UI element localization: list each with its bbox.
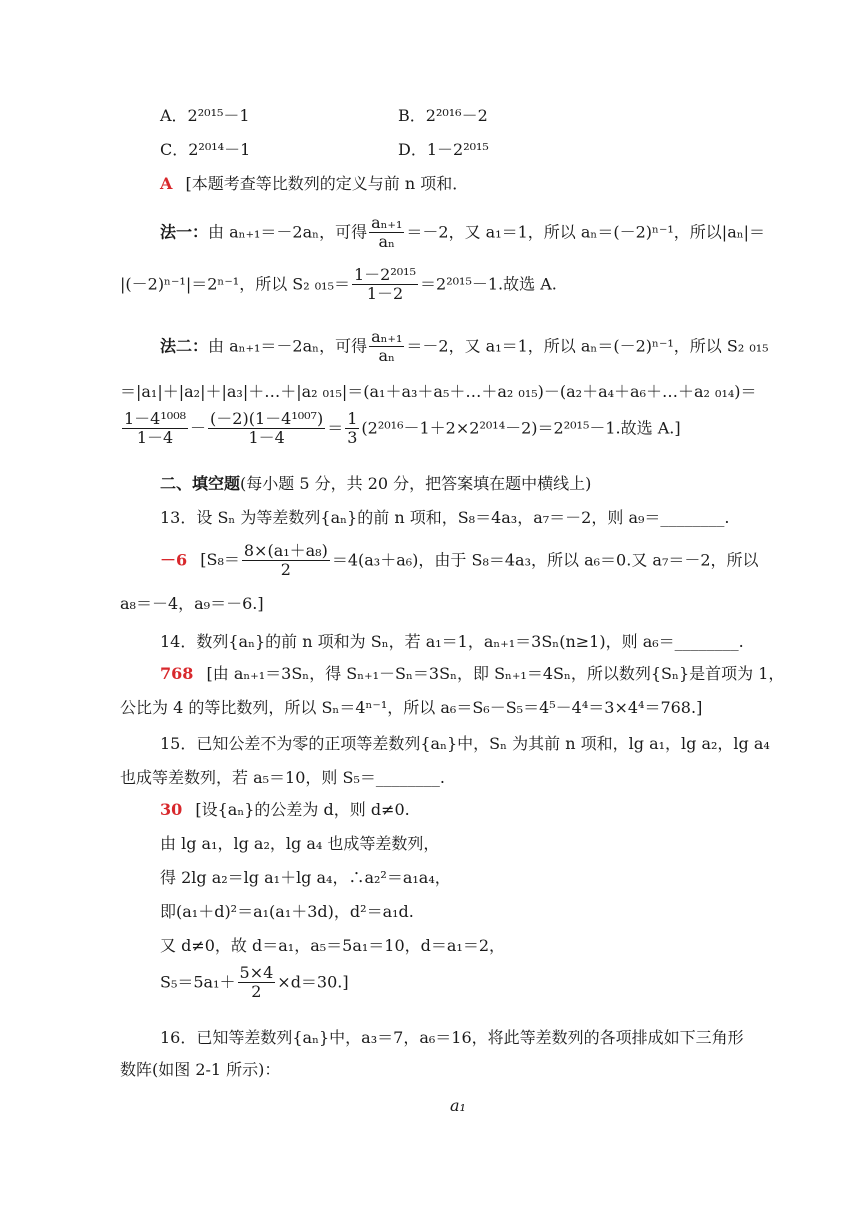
q12-method1-line2: [120, 266, 557, 304]
q15-text-a: S₅＝5a₁＋: [160, 972, 236, 992]
q15-answer: 30: [160, 800, 183, 819]
m1-frac2-num: 1－2²⁰¹⁵: [353, 265, 417, 284]
section-note: (每小题 5 分，共 20 分，把答案填在题中横线上): [240, 474, 592, 493]
method2-label: 法二：: [160, 336, 209, 356]
m2-f1-den: 1－4: [136, 428, 174, 448]
q14-solution-line2: 公比为 4 的等比数列，所以 Sₙ＝4ⁿ⁻¹，所以 a₆＝S₆－S₅＝4⁵－4⁴＝3×4⁴＝768.]: [120, 698, 703, 717]
q15-fraction: [238, 964, 276, 1002]
section-title: 二、填空题: [160, 474, 241, 493]
option-b: B．2²⁰¹⁶－2: [398, 106, 488, 125]
q13-text-b: ＝4(a₃＋a₆)，由于 S₈＝4a₃，所以 a₆＝0.又 a₇＝－2，所以: [331, 550, 759, 570]
q14-text: [由 aₙ₊₁＝3Sₙ，得 Sₙ₊₁－Sₙ＝3Sₙ，即 Sₙ₊₁＝4Sₙ，所以数列{Sₙ}是首项为 1，: [206, 664, 785, 683]
q15-solution-line5: 又 d≠0，故 d＝a₁，a₅＝5a₁＝10，d＝a₁＝2，: [160, 936, 506, 955]
method1-label: 法一：: [160, 222, 209, 242]
q12-method2-line3: [120, 410, 681, 448]
m1-text-b: ＝－2，又 a₁＝1，所以 aₙ＝(－2)ⁿ⁻¹，所以|aₙ|＝: [406, 222, 766, 242]
q15-question-line1: 15．已知公差不为零的正项等差数列{aₙ}中，Sₙ 为其前 n 项和，lg a₁，lg a₂，lg a₄: [160, 734, 770, 753]
m1-fraction: [369, 214, 404, 252]
q16-question-line2: 数阵(如图 2-1 所示)：: [120, 1060, 281, 1079]
m2-f3-num: 1: [347, 409, 358, 428]
q15-frac-num: 5×4: [239, 963, 274, 982]
m1-line2-a: |(－2)ⁿ⁻¹|＝2ⁿ⁻¹，所以 S₂ ₀₁₅＝: [120, 274, 350, 294]
q15-solution-line4: 即(a₁＋d)²＝a₁(a₁＋3d)，d²＝a₁d.: [160, 902, 414, 921]
q14-answer: 768: [160, 664, 194, 683]
m2-frac-num: aₙ₊₁: [371, 327, 403, 346]
q12-method2-line1: [160, 328, 769, 366]
q13-answer: －6: [160, 550, 188, 570]
m2-fraction2: [208, 410, 325, 448]
m2-f2-num: (－2)(1－4¹⁰⁰⁷): [210, 409, 324, 428]
m1-frac2-den: 1－2: [366, 284, 404, 304]
option-c: C．2²⁰¹⁴－1: [160, 140, 251, 159]
option-a: A．2²⁰¹⁵－1: [160, 106, 250, 125]
m2-minus: －: [190, 418, 207, 438]
q13-fraction: [242, 542, 330, 580]
m2-fraction1: [122, 410, 188, 448]
q14-solution-line1: [160, 666, 784, 682]
m2-f3-den: 3: [347, 428, 358, 448]
m1-frac-den: aₙ: [378, 232, 395, 252]
q12-intro: [本题考查等比数列的定义与前 n 项和．: [185, 174, 469, 193]
q13-solution-line1: [160, 542, 759, 580]
m2-eq: ＝: [327, 418, 344, 438]
m2-text-a: 由 aₙ₊₁＝－2aₙ，可得: [208, 336, 368, 356]
m1-frac-num: aₙ₊₁: [371, 213, 403, 232]
m2-f1-num: 1－4¹⁰⁰⁸: [124, 409, 187, 428]
q16-question-line1: 16．已知等差数列{aₙ}中，a₃＝7，a₆＝16，将此等差数列的各项排成如下三角形: [160, 1028, 744, 1047]
m2-text-b: ＝－2，又 a₁＝1，所以 aₙ＝(－2)ⁿ⁻¹，所以 S₂ ₀₁₅: [406, 336, 769, 356]
q12-method1-line1: [160, 214, 765, 252]
q15-question-line2: 也成等差数列，若 a₅＝10，则 S₅＝________.: [120, 768, 445, 787]
m2-line3-b: (2²⁰¹⁶－1＋2×2²⁰¹⁴－2)＝2²⁰¹⁵－1.故选 A.]: [361, 418, 681, 438]
q12-answer-line: [160, 176, 468, 192]
q15-solution-line2: 由 lg a₁，lg a₂，lg a₄ 也成等差数列，: [160, 834, 440, 853]
q13-question: 13．设 Sₙ 为等差数列{aₙ}的前 n 项和，S₈＝4a₃，a₇＝－2，则 a₉＝________.: [160, 508, 730, 527]
m1-line2-b: ＝2²⁰¹⁵－1.故选 A.: [420, 274, 557, 294]
q15-solution-line6: [160, 964, 349, 1002]
q14-question: 14．数列{aₙ}的前 n 项和为 Sₙ，若 a₁＝1，aₙ₊₁＝3Sₙ(n≥1)，则 a₆＝________.: [160, 632, 744, 651]
q15-solution-line3: 得 2lg a₂＝lg a₁＋lg a₄，∴a₂²＝a₁a₄，: [160, 868, 451, 887]
q13-text-a: [S₈＝: [200, 550, 240, 570]
m1-text-a: 由 aₙ₊₁＝－2aₙ，可得: [208, 222, 368, 242]
q15-solution-line1: [160, 802, 410, 818]
q15-text-b: ×d＝30.]: [277, 972, 349, 992]
q15-text: [设{aₙ}的公差为 d，则 d≠0.: [195, 800, 410, 819]
m2-f2-den: 1－4: [248, 428, 285, 448]
q13-solution-line2: a₈＝－4，a₉＝－6.]: [120, 594, 264, 613]
option-d: D．1－2²⁰¹⁵: [398, 140, 489, 159]
q12-method2-line2: ＝|a₁|＋|a₂|＋|a₃|＋…＋|a₂ ₀₁₅|＝(a₁＋a₃＋a₅＋…＋a₂ ₀₁₅)－(a₂＋a₄＋a₆＋…＋a₂ ₀₁₄)＝: [120, 382, 757, 401]
triangle-top-term: a₁: [450, 1096, 466, 1115]
q13-frac-den: 2: [280, 560, 291, 580]
q15-frac-den: 2: [251, 982, 262, 1002]
m2-fraction3: [345, 410, 359, 448]
q12-answer: A: [160, 174, 173, 193]
section-heading: [160, 476, 591, 492]
q13-frac-num: 8×(a₁＋a₈): [243, 541, 328, 560]
m2-fraction: [369, 328, 404, 366]
m1-fraction2: [352, 266, 418, 304]
m2-frac-den: aₙ: [378, 346, 395, 366]
